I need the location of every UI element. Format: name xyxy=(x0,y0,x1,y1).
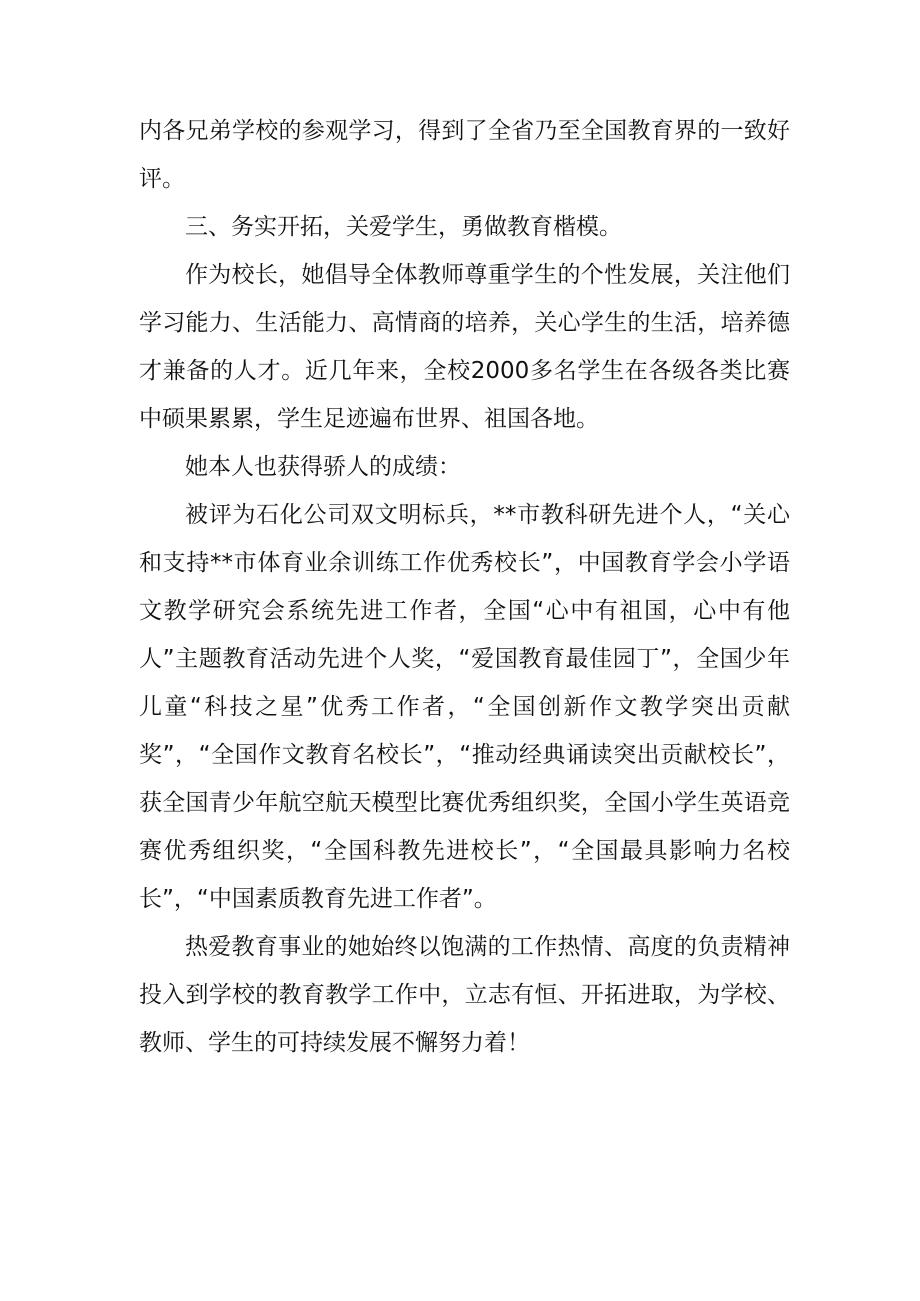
paragraph-awards-list: 被评为石化公司双文明标兵，**市教科研先进个人，“关心和支持**市体育业余训练工作优秀校长”，中国教育学会小学语文教学研究会系统先进工作者，全国“心中有祖国，心中有他人”主题教育活动先进个人奖，“爱国教育最佳园丁”，全国少年儿童“科技之星”优秀工作者，“全国创新作文教学突出贡献奖”，“全国作文教育名校长”，“推动经典诵读突出贡献校长”，获全国青少年航空航天模型比赛优秀组织奖，全国小学生英语竞赛优秀组织奖，“全国科教先进校长”，“全国最具影响力名校长”，“中国素质教育先进工作者”。 xyxy=(139,502,790,912)
paragraph-continuation: 内各兄弟学校的参观学习，得到了全省乃至全国教育界的一致好评。 xyxy=(139,118,790,192)
document-body xyxy=(139,107,790,1067)
paragraph-achievements-intro: 她本人也获得骄人的成绩： xyxy=(185,454,461,480)
paragraph-principal-role: 作为校长，她倡导全体教师尊重学生的个性发展，关注他们学习能力、生活能力、高情商的培养，关心学生的生活，培养德才兼备的人才。近几年来，全校2000多名学生在各级各类比赛中硕果累累，学生足迹遍布世界、祖国各地。 xyxy=(139,262,790,432)
section-heading: 三、务实开拓，关爱学生，勇做教育楷模。 xyxy=(185,214,622,240)
paragraph-conclusion: 热爱教育事业的她始终以饱满的工作热情、高度的负责精神投入到学校的教育教学工作中，立志有恒、开拓进取，为学校、教师、学生的可持续发展不懈努力着！ xyxy=(139,934,790,1056)
